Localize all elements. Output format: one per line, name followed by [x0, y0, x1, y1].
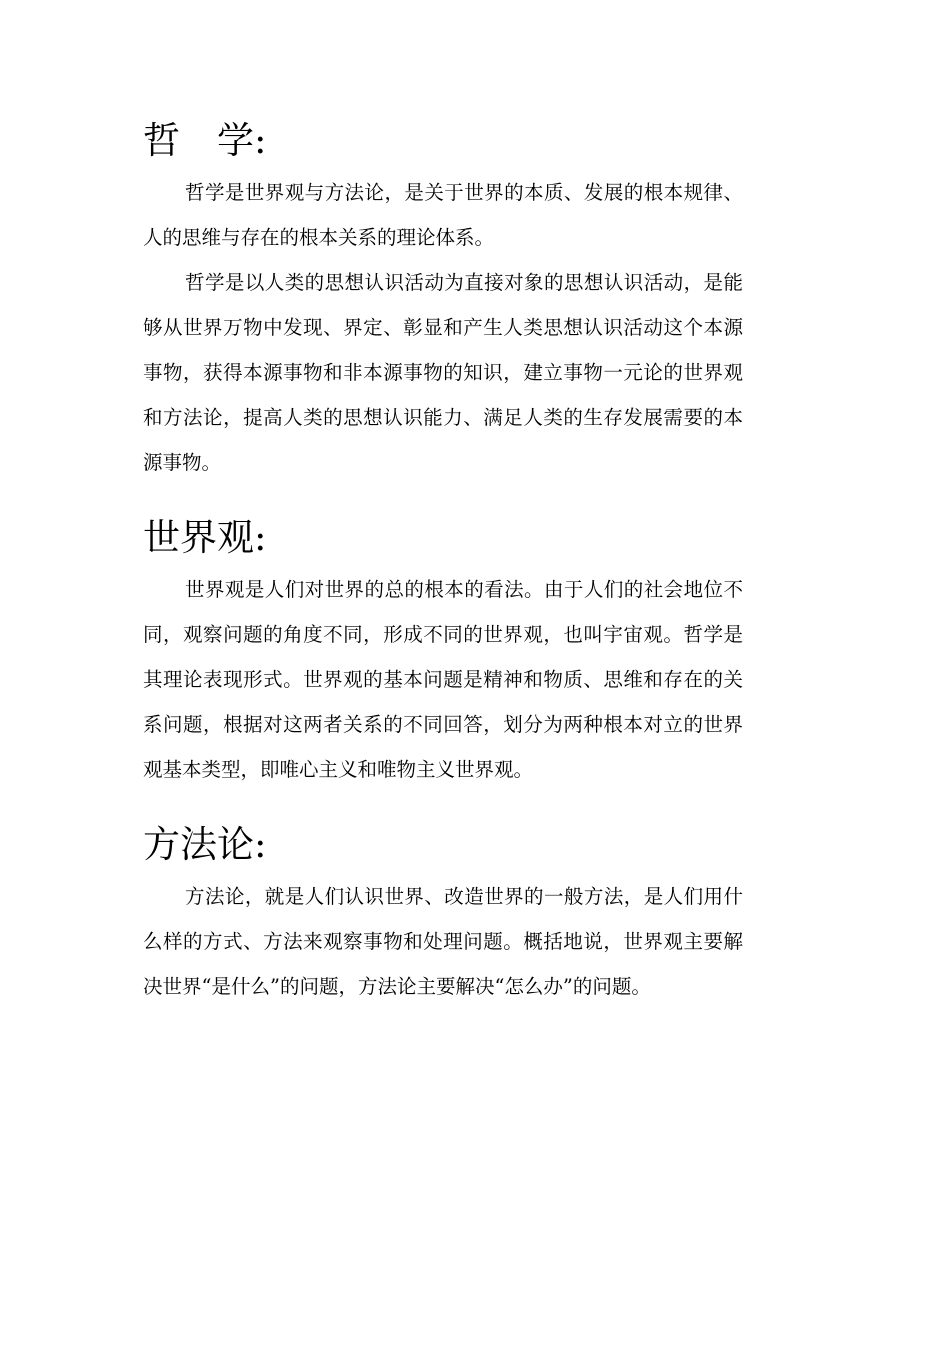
document-content — [143, 112, 743, 1009]
section-gap — [143, 485, 743, 509]
section-gap — [143, 792, 743, 816]
section-heading: 世界观: — [143, 516, 267, 559]
section-paragraph: 方法论，就是人们认识世界、改造世界的一般方法，是人们用什么样的方式、方法来观察事物和处理问题。概括地说，世界观主要解决世界“是什么”的问题，方法论主要解决“怎么办”的问题。 — [143, 885, 743, 998]
section-paragraph: 哲学是以人类的思想认识活动为直接对象的思想认识活动，是能够从世界万物中发现、界定、彰显和产生人类思想认识活动这个本源事物，获得本源事物和非本源事物的知识，建立事物一元论的世界观和方法论，提高人类的思想认识能力、满足人类的生存发展需要的本源事物。 — [143, 271, 743, 474]
section-worldview — [143, 509, 743, 792]
section-paragraph: 世界观是人们对世界的总的根本的看法。由于人们的社会地位不同，观察问题的角度不同，形成不同的世界观，也叫宇宙观。哲学是其理论表现形式。世界观的基本问题是精神和物质、思维和存在的关系问题，根据对这两者关系的不同回答，划分为两种根本对立的世界观基本类型，即唯心主义和唯物主义世界观。 — [143, 578, 743, 781]
section-methodology — [143, 816, 743, 1009]
section-philosophy — [143, 112, 743, 485]
section-paragraph: 哲学是世界观与方法论，是关于世界的本质、发展的根本规律、人的思维与存在的根本关系的理论体系。 — [143, 181, 743, 249]
section-heading: 方法论: — [143, 823, 267, 866]
section-heading: 哲 学: — [143, 119, 267, 162]
